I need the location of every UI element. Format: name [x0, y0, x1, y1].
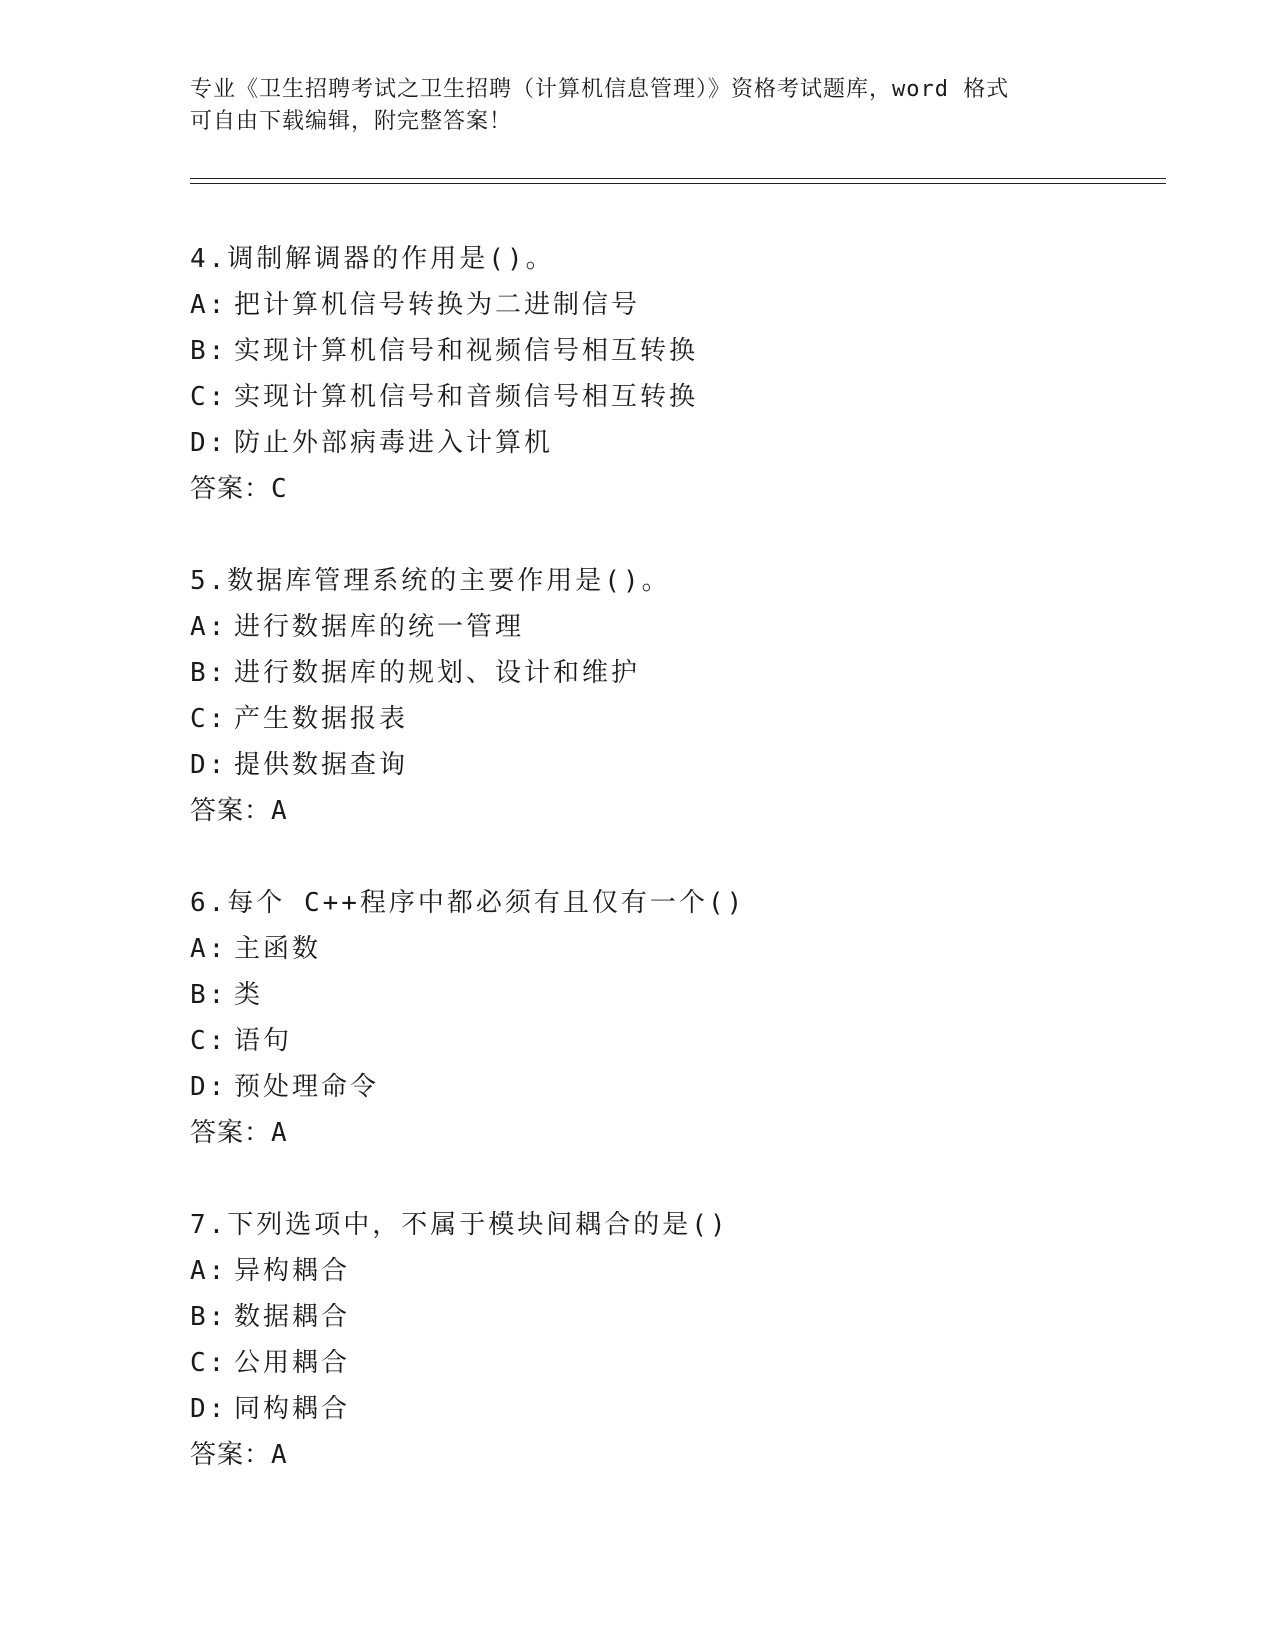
option-a [190, 604, 1170, 650]
question-text: 4.调制解调器的作用是()。 [190, 244, 555, 274]
question-5 [190, 558, 1170, 834]
option-text: 公用耦合 [234, 1348, 351, 1378]
option-b [190, 650, 1170, 696]
option-d [190, 1064, 1170, 1110]
answer-line [190, 788, 1170, 834]
answer-label: 答案： [190, 1118, 272, 1148]
question-6 [190, 880, 1170, 1156]
answer-label: 答案： [190, 474, 272, 504]
option-text: 把计算机信号转换为二进制信号 [234, 290, 641, 320]
option-text: 防止外部病毒进入计算机 [234, 428, 554, 458]
question-7 [190, 1202, 1170, 1478]
answer-line [190, 1110, 1170, 1156]
option-letter: A: [190, 1256, 228, 1286]
answer-value: A [271, 1118, 288, 1148]
question-text: 6.每个 C++程序中都必须有且仅有一个() [190, 888, 746, 918]
option-text: 异构耦合 [234, 1256, 351, 1286]
option-a [190, 1248, 1170, 1294]
option-letter: D: [190, 428, 228, 458]
option-text: 语句 [234, 1026, 293, 1056]
option-letter: A: [190, 934, 228, 964]
option-text: 产生数据报表 [234, 704, 409, 734]
option-letter: C: [190, 382, 228, 412]
answer-label: 答案： [190, 796, 272, 826]
option-d [190, 420, 1170, 466]
option-letter: A: [190, 290, 228, 320]
option-letter: C: [190, 704, 228, 734]
document-header [190, 74, 1090, 138]
option-letter: A: [190, 612, 228, 642]
option-text: 主函数 [234, 934, 322, 964]
option-a [190, 282, 1170, 328]
option-letter: B: [190, 658, 228, 688]
option-c [190, 696, 1170, 742]
question-4 [190, 236, 1170, 512]
option-letter: D: [190, 1072, 228, 1102]
header-divider-bottom [190, 183, 1166, 184]
header-divider-top [190, 178, 1166, 179]
option-letter: B: [190, 336, 228, 366]
option-text: 实现计算机信号和音频信号相互转换 [234, 382, 699, 412]
option-text: 进行数据库的统一管理 [234, 612, 525, 642]
option-d [190, 1386, 1170, 1432]
option-a [190, 926, 1170, 972]
answer-line [190, 466, 1170, 512]
option-c [190, 1340, 1170, 1386]
option-b [190, 328, 1170, 374]
option-letter: C: [190, 1348, 228, 1378]
option-letter: C: [190, 1026, 228, 1056]
header-line-1: 专业《卫生招聘考试之卫生招聘（计算机信息管理）》资格考试题库，word 格式 [190, 77, 1010, 102]
answer-value: C [271, 474, 288, 504]
option-text: 提供数据查询 [234, 750, 409, 780]
option-text: 数据耦合 [234, 1302, 351, 1332]
answer-value: A [271, 1440, 288, 1470]
option-letter: B: [190, 1302, 228, 1332]
question-text: 5.数据库管理系统的主要作用是()。 [190, 566, 671, 596]
option-text: 预处理命令 [234, 1072, 380, 1102]
option-letter: D: [190, 750, 228, 780]
option-text: 类 [234, 980, 264, 1010]
option-d [190, 742, 1170, 788]
option-text: 同构耦合 [234, 1394, 351, 1424]
header-line-2: 可自由下载编辑，附完整答案！ [190, 109, 513, 134]
option-letter: B: [190, 980, 228, 1010]
option-b [190, 972, 1170, 1018]
question-text: 7.下列选项中，不属于模块间耦合的是() [190, 1210, 729, 1240]
answer-value: A [271, 796, 288, 826]
option-letter: D: [190, 1394, 228, 1424]
option-text: 进行数据库的规划、设计和维护 [234, 658, 641, 688]
option-c [190, 1018, 1170, 1064]
option-b [190, 1294, 1170, 1340]
answer-label: 答案： [190, 1440, 272, 1470]
option-c [190, 374, 1170, 420]
option-text: 实现计算机信号和视频信号相互转换 [234, 336, 699, 366]
question-list [190, 236, 1170, 1524]
answer-line [190, 1432, 1170, 1478]
